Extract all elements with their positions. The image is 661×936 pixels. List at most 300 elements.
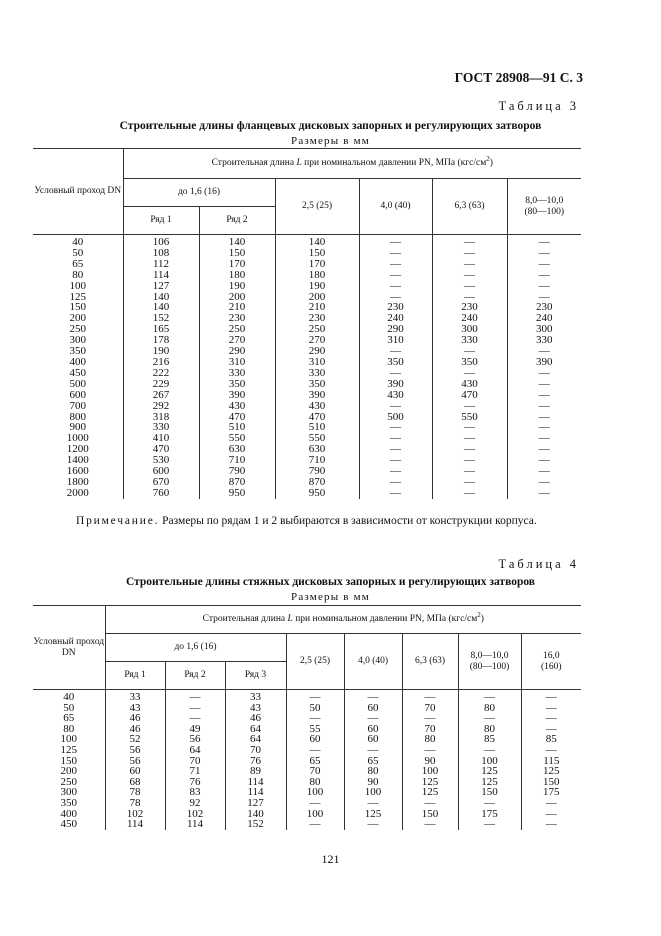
table-cell: 125: [402, 787, 458, 798]
table-cell: 430: [199, 401, 275, 412]
table-cell: 350: [275, 379, 359, 390]
table-cell: —: [507, 466, 581, 477]
table-cell: 240: [359, 313, 432, 324]
table-cell: —: [507, 401, 581, 412]
table-cell: 318: [123, 412, 199, 423]
table-cell: —: [458, 798, 521, 809]
table-row: [33, 335, 581, 346]
table-cell: 400: [60, 807, 77, 820]
table-cell: 900: [69, 421, 86, 434]
table-cell: 100: [344, 787, 402, 798]
table-cell: —: [402, 819, 458, 830]
table-cell: —: [359, 259, 432, 270]
table-row: [33, 724, 581, 735]
table-cell: 85: [458, 734, 521, 745]
table-row: [33, 412, 581, 423]
table-cell: 114: [105, 819, 165, 830]
table-cell: 178: [123, 335, 199, 346]
table-cell: —: [432, 368, 507, 379]
table-cell: 630: [199, 444, 275, 455]
table3-header-row1: Ряд 1: [123, 207, 199, 235]
table3-note: [76, 515, 537, 527]
table-cell: 200: [275, 292, 359, 303]
table-cell: 80: [458, 703, 521, 714]
table-cell: —: [359, 292, 432, 303]
table-cell: —: [432, 281, 507, 292]
table-row: [33, 433, 581, 444]
table-cell: 390: [507, 357, 581, 368]
table-cell: 49: [165, 724, 225, 735]
table-cell: 150: [458, 787, 521, 798]
table-cell: 127: [123, 281, 199, 292]
table-cell: —: [359, 368, 432, 379]
table-cell: —: [359, 455, 432, 466]
table-cell: —: [521, 819, 581, 830]
table-cell: 210: [275, 302, 359, 313]
table-row: [33, 466, 581, 477]
table-cell: —: [286, 798, 344, 809]
table-cell: 230: [507, 302, 581, 313]
table-cell: —: [286, 819, 344, 830]
table-cell: 267: [123, 390, 199, 401]
table-cell: 330: [123, 422, 199, 433]
table-cell: 65: [344, 756, 402, 767]
table-cell: 350: [432, 357, 507, 368]
table-cell: 56: [165, 734, 225, 745]
table-cell: 115: [521, 756, 581, 767]
table-cell: —: [458, 690, 521, 703]
table4-header-p25: 2,5 (25): [286, 634, 344, 690]
table-cell: 510: [199, 422, 275, 433]
table-cell: 140: [199, 235, 275, 248]
table4-header-p63: 6,3 (63): [402, 634, 458, 690]
table-cell: 790: [275, 466, 359, 477]
table-cell: —: [432, 292, 507, 303]
table-cell: 710: [275, 455, 359, 466]
table-row: [33, 401, 581, 412]
table-cell: —: [344, 690, 402, 703]
table-cell: 102: [105, 809, 165, 820]
table-cell: 106: [123, 235, 199, 248]
table-row: [33, 292, 581, 303]
table-cell: 152: [123, 313, 199, 324]
table-cell: 80: [344, 766, 402, 777]
table-cell: 310: [275, 357, 359, 368]
table-cell: 270: [275, 335, 359, 346]
table-cell: 350: [359, 357, 432, 368]
table-row: [33, 745, 581, 756]
table3-title: Строительные длины фланцевых дисковых запорных и регулирующих затворов: [119, 120, 542, 132]
table-cell: 60: [344, 734, 402, 745]
table-cell: —: [521, 713, 581, 724]
table-cell: —: [359, 422, 432, 433]
table-row: [33, 703, 581, 714]
table-cell: —: [359, 433, 432, 444]
table-cell: 150: [69, 301, 86, 314]
table-cell: 390: [199, 390, 275, 401]
table-cell: 150: [60, 754, 77, 767]
table-cell: 125: [69, 290, 86, 303]
table-cell: 310: [359, 335, 432, 346]
table-row: [33, 690, 581, 703]
table-cell: 71: [165, 766, 225, 777]
table-cell: —: [359, 281, 432, 292]
table-cell: 102: [165, 809, 225, 820]
table-cell: —: [432, 401, 507, 412]
table-cell: —: [521, 798, 581, 809]
table4-header-span: Строительная длина L при номинальном давлении PN, МПа $(кгс/см^2)$: [105, 606, 581, 634]
table3-header-p25: 2,5 (25): [275, 179, 359, 235]
table-cell: 200: [60, 765, 77, 778]
table-cell: —: [286, 745, 344, 756]
table-cell: —: [286, 690, 344, 703]
table-cell: 85: [521, 734, 581, 745]
table-cell: —: [432, 248, 507, 259]
table-cell: 175: [458, 809, 521, 820]
table-cell: 65: [72, 257, 84, 270]
table-cell: 450: [60, 818, 77, 831]
table-cell: 80: [286, 777, 344, 788]
table-cell: 430: [359, 390, 432, 401]
table-cell: 470: [123, 444, 199, 455]
table-cell: —: [507, 488, 581, 499]
table-cell: 1400: [66, 454, 89, 467]
table-cell: 250: [275, 324, 359, 335]
table-cell: —: [507, 368, 581, 379]
table-row: [33, 756, 581, 767]
table-cell: 430: [432, 379, 507, 390]
table-cell: 165: [123, 324, 199, 335]
table-cell: 170: [275, 259, 359, 270]
table-cell: —: [507, 412, 581, 423]
table-cell: —: [507, 346, 581, 357]
table-cell: 60: [344, 724, 402, 735]
table-cell: 125: [521, 766, 581, 777]
table-row: [33, 235, 581, 248]
table-cell: 210: [199, 302, 275, 313]
table-cell: 330: [199, 368, 275, 379]
table-row: [33, 455, 581, 466]
table-cell: 240: [432, 313, 507, 324]
table4-header-p80: 8,0—10,0 (80—100): [458, 634, 521, 690]
table-cell: 114: [165, 819, 225, 830]
table4-header-dn: Условный проход DN: [33, 606, 105, 690]
table-cell: —: [432, 433, 507, 444]
table-cell: 140: [275, 235, 359, 248]
table-cell: —: [165, 690, 225, 703]
table-cell: 100: [458, 756, 521, 767]
table-cell: 250: [60, 775, 77, 788]
table-cell: 43: [105, 703, 165, 714]
table-cell: 33: [225, 690, 286, 703]
table-cell: 55: [286, 724, 344, 735]
table-cell: 950: [199, 488, 275, 499]
table3-header-span: Строительная длина L при номинальном давлении PN, МПа $(кгс/см^2)$: [123, 149, 581, 179]
table-cell: —: [359, 488, 432, 499]
table-cell: 60: [105, 766, 165, 777]
table-cell: 65: [286, 756, 344, 767]
table-cell: 222: [123, 368, 199, 379]
table-cell: —: [359, 346, 432, 357]
table3-header-row2: Ряд 2: [199, 207, 275, 235]
table-cell: 250: [199, 324, 275, 335]
table-cell: 33: [105, 690, 165, 703]
table-row: [33, 302, 581, 313]
table-cell: 64: [165, 745, 225, 756]
table-row: [33, 713, 581, 724]
note-label: Примечание.: [76, 515, 160, 527]
table3-header-p16: до 1,6 (16): [123, 179, 275, 207]
table-cell: —: [507, 270, 581, 281]
table-cell: —: [402, 745, 458, 756]
table-cell: —: [344, 713, 402, 724]
table-cell: 46: [105, 713, 165, 724]
table-cell: —: [359, 401, 432, 412]
table-cell: —: [507, 248, 581, 259]
table-cell: —: [344, 819, 402, 830]
table4: [33, 605, 581, 830]
table-cell: 100: [69, 279, 86, 292]
table-cell: 1600: [66, 465, 89, 478]
table-cell: 100: [286, 809, 344, 820]
table4-label: Таблица 4: [498, 557, 579, 571]
table-cell: 950: [275, 488, 359, 499]
table-cell: 78: [105, 798, 165, 809]
note-text: Размеры по рядам 1 и 2 выбираются в зависимости от конструкции корпуса.: [159, 515, 537, 527]
table3-header-p63: 6,3 (63): [432, 179, 507, 235]
table-cell: 310: [199, 357, 275, 368]
table-cell: —: [432, 259, 507, 270]
table-row: [33, 313, 581, 324]
table-cell: —: [432, 422, 507, 433]
table-cell: —: [458, 745, 521, 756]
table-cell: 470: [432, 390, 507, 401]
table-cell: 270: [199, 335, 275, 346]
table-cell: 112: [123, 259, 199, 270]
table-cell: 140: [123, 302, 199, 313]
table-cell: 108: [123, 248, 199, 259]
table-cell: 125: [458, 766, 521, 777]
table-cell: —: [432, 477, 507, 488]
table-cell: 330: [275, 368, 359, 379]
table3-body: [33, 235, 581, 499]
table-cell: —: [432, 444, 507, 455]
table4-body: [33, 690, 581, 830]
table-cell: 350: [69, 345, 86, 358]
table-cell: —: [507, 390, 581, 401]
table-cell: 68: [105, 777, 165, 788]
table-cell: 46: [225, 713, 286, 724]
table-cell: 390: [275, 390, 359, 401]
table-cell: 70: [402, 703, 458, 714]
table4-header-row2: Ряд 2: [165, 662, 225, 690]
table-cell: 80: [63, 722, 75, 735]
table-cell: 125: [458, 777, 521, 788]
table-cell: 180: [199, 270, 275, 281]
table-cell: 470: [199, 412, 275, 423]
table-cell: —: [507, 455, 581, 466]
table-row: [33, 809, 581, 820]
table3-header-dn: Условный проход DN: [33, 149, 123, 235]
table-cell: 127: [225, 798, 286, 809]
table-cell: 70: [286, 766, 344, 777]
table-cell: 300: [60, 786, 77, 799]
table-cell: 500: [69, 377, 86, 390]
table-cell: 83: [165, 787, 225, 798]
table-cell: 870: [199, 477, 275, 488]
table-row: [33, 324, 581, 335]
table-cell: 43: [225, 703, 286, 714]
table-cell: —: [359, 270, 432, 281]
table-cell: 100: [286, 787, 344, 798]
table-cell: —: [344, 798, 402, 809]
table-cell: 60: [344, 703, 402, 714]
table-cell: 65: [63, 712, 75, 725]
table-cell: 100: [402, 766, 458, 777]
table-cell: 150: [402, 809, 458, 820]
table-cell: 140: [123, 292, 199, 303]
table-row: [33, 248, 581, 259]
table-cell: 600: [123, 466, 199, 477]
table-cell: 76: [165, 777, 225, 788]
table-row: [33, 488, 581, 499]
table-cell: 114: [225, 777, 286, 788]
table3: [33, 148, 581, 499]
table-cell: 40: [63, 691, 75, 703]
table-cell: 300: [69, 334, 86, 347]
table-cell: 56: [105, 756, 165, 767]
table-cell: 216: [123, 357, 199, 368]
table-cell: —: [458, 713, 521, 724]
table-cell: —: [432, 488, 507, 499]
table-cell: 150: [275, 248, 359, 259]
table-row: [33, 766, 581, 777]
page-number: 121: [321, 852, 340, 866]
table-cell: —: [402, 690, 458, 703]
table-cell: 229: [123, 379, 199, 390]
table-cell: 70: [225, 745, 286, 756]
table3-header-p40: 4,0 (40): [359, 179, 432, 235]
table-cell: —: [507, 379, 581, 390]
table4-header-row3: Ряд 3: [225, 662, 286, 690]
table-cell: 240: [507, 313, 581, 324]
table-row: [33, 357, 581, 368]
table3-label: Таблица 3: [498, 99, 579, 113]
table-cell: 56: [105, 745, 165, 756]
table-cell: 150: [199, 248, 275, 259]
table-cell: 100: [60, 733, 77, 746]
table-cell: 550: [275, 433, 359, 444]
table-cell: —: [507, 477, 581, 488]
table-cell: 190: [199, 281, 275, 292]
table-cell: 80: [458, 724, 521, 735]
table3-subtitle: Размеры в мм: [291, 135, 370, 147]
table-cell: 90: [402, 756, 458, 767]
table-cell: 140: [225, 809, 286, 820]
table-cell: 500: [359, 412, 432, 423]
table-row: [33, 819, 581, 830]
table-cell: —: [521, 809, 581, 820]
table-cell: 180: [275, 270, 359, 281]
table-cell: —: [507, 259, 581, 270]
table-cell: —: [402, 713, 458, 724]
table-cell: 200: [69, 312, 86, 325]
table-cell: —: [507, 433, 581, 444]
table-cell: —: [286, 713, 344, 724]
table-cell: 710: [199, 455, 275, 466]
table-cell: 300: [507, 324, 581, 335]
table-cell: —: [521, 724, 581, 735]
table4-header-p160: 16,0 (160): [521, 634, 581, 690]
table-cell: 292: [123, 401, 199, 412]
table-cell: 760: [123, 488, 199, 499]
table-cell: 114: [225, 787, 286, 798]
table-cell: 89: [225, 766, 286, 777]
table-cell: 76: [225, 756, 286, 767]
table-cell: —: [359, 444, 432, 455]
table-cell: —: [344, 745, 402, 756]
table-row: [33, 270, 581, 281]
table-cell: —: [521, 745, 581, 756]
table-row: [33, 444, 581, 455]
table-cell: 550: [432, 412, 507, 423]
table-cell: 70: [165, 756, 225, 767]
table-cell: 150: [521, 777, 581, 788]
table4-header-p16: до 1,6 (16): [105, 634, 286, 662]
table-cell: —: [402, 798, 458, 809]
table4-title: Строительные длины стяжных дисковых запорных и регулирующих затворов: [125, 576, 536, 588]
table-cell: 390: [359, 379, 432, 390]
table-cell: 330: [507, 335, 581, 346]
table-cell: 530: [123, 455, 199, 466]
table-cell: 790: [199, 466, 275, 477]
page-header: ГОСТ 28908—91 С. 3: [454, 70, 583, 85]
table-cell: 470: [275, 412, 359, 423]
table-cell: 114: [123, 270, 199, 281]
table-cell: 230: [432, 302, 507, 313]
table-cell: 80: [402, 734, 458, 745]
table-row: [33, 798, 581, 809]
table-row: [33, 379, 581, 390]
table-cell: 50: [72, 246, 84, 259]
table-cell: 300: [432, 324, 507, 335]
table-cell: 78: [105, 787, 165, 798]
table-cell: —: [359, 248, 432, 259]
table-cell: 60: [286, 734, 344, 745]
table-cell: 200: [199, 292, 275, 303]
table-cell: 90: [344, 777, 402, 788]
table-cell: —: [432, 235, 507, 248]
table-cell: —: [507, 281, 581, 292]
table-row: [33, 346, 581, 357]
table-cell: 52: [105, 734, 165, 745]
table-cell: 190: [123, 346, 199, 357]
table-cell: 800: [69, 410, 86, 423]
table-cell: 170: [199, 259, 275, 270]
table-cell: —: [507, 292, 581, 303]
table4-header-row1: Ряд 1: [105, 662, 165, 690]
table-cell: 400: [69, 355, 86, 368]
table-cell: 1200: [66, 443, 89, 456]
table-row: [33, 734, 581, 745]
table-row: [33, 422, 581, 433]
table-cell: 80: [72, 268, 84, 281]
table-cell: 125: [344, 809, 402, 820]
table-cell: —: [507, 422, 581, 433]
table-cell: —: [432, 346, 507, 357]
table-row: [33, 477, 581, 488]
table-cell: 450: [69, 366, 86, 379]
